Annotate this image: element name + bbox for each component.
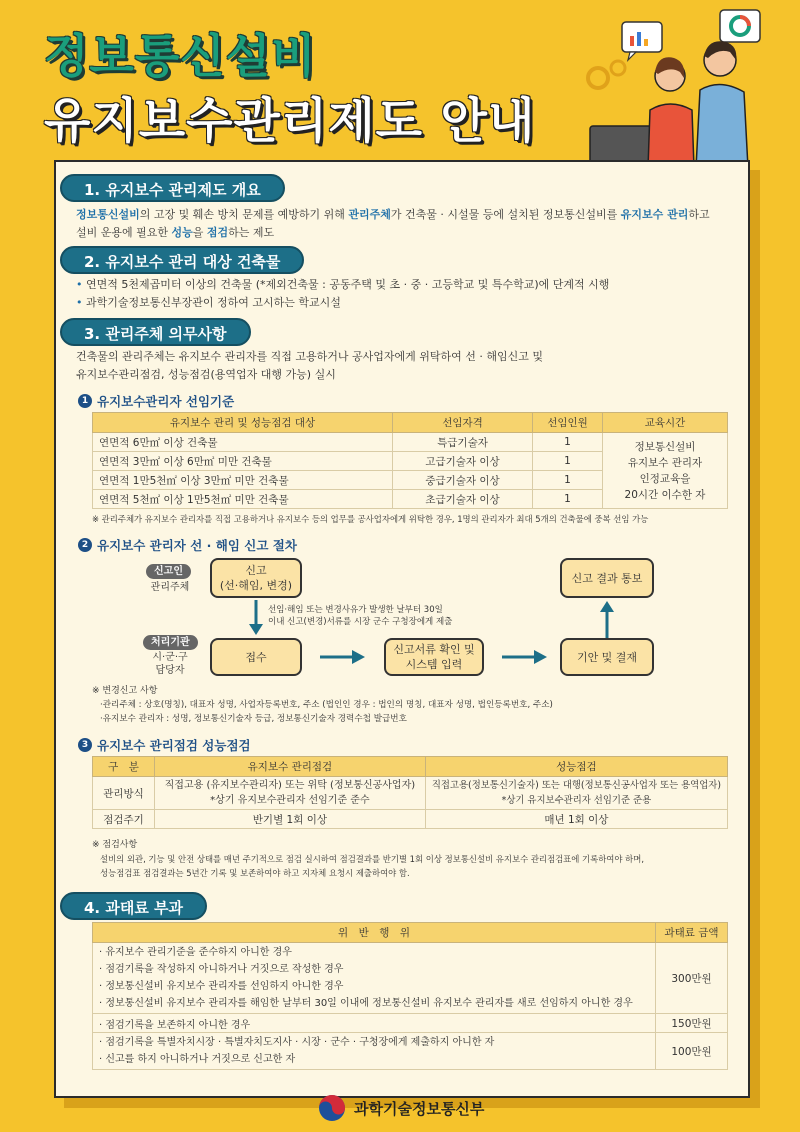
change-report-item-2: ·유지보수 관리자 : 성명, 정보통신기술자 등급, 정보통신기술자 경력수첩 발급번호: [100, 714, 407, 724]
inspection-table: [92, 756, 728, 829]
section-3-intro-2: 유지보수관리점검, 성능점검(용역업자 대행 가능) 실시: [76, 368, 336, 381]
table-header: 성능점검: [425, 757, 727, 777]
flow-step-approve: 기안 및 결재: [560, 638, 654, 676]
inspection-note-title: ※ 점검사항: [92, 840, 138, 850]
table-header: 유지보수 관리 및 성능점검 대상: [93, 413, 393, 433]
section-2-bullet-2: • 과학기술정보통신부장관이 정하여 고시하는 학교시설: [76, 294, 341, 312]
taegeuk-icon: [318, 1094, 346, 1122]
number-badge: 2: [78, 538, 92, 552]
table-header: 유지보수 관리점검: [154, 757, 425, 777]
deadline-note: 선임·해임 또는 변경사유가 발생한 날부터 30일 이내 신고(변경)서류를 시장 군수 구청장에게 제출: [268, 605, 453, 627]
section-4-heading: 4. 과태료 부과: [60, 892, 207, 920]
section-2-bullet-1: • 연면적 5천제곱미터 이상의 건축물 (*제외건축물 : 공동주택 및 초 · 중 · 고등학교 및 특수학교)에 단계적 시행: [76, 276, 609, 294]
table-header: 구 분: [93, 757, 155, 777]
flow-step-report: 신고 (선·해임, 변경): [210, 558, 302, 598]
table-row: 연면적 6만㎡ 이상 건축물 특급기술자 1 정보통신설비 유지보수 관리자 인정교육을 20시간 이수한 자: [93, 433, 728, 452]
inspection-note-2: 성능점검표 점검결과는 5년간 기록 및 보존하여야 하고 지자체 요청시 제출하여야 함.: [100, 868, 410, 878]
inspection-note-1: 설비의 외관, 기능 및 안전 상태를 매년 주기적으로 점검 실시하여 점검결과를 반기별 1회 이상 정보통신설비 유지보수 관리점검표에 기록하여야 하며,: [100, 854, 644, 864]
section-1-heading: 1. 유지보수 관리제도 개요: [60, 174, 285, 202]
section-1-body: 정보통신설비의 고장 및 훼손 방치 문제를 예방하기 위해 관리주체가 건축물 · 시설물 등에 설치된 정보통신설비를 유지보수 관리하고 설비 운용에 필요한 성능을 점검하는 제도: [76, 208, 710, 239]
agency-pill: 처리기관: [143, 635, 198, 650]
number-badge: 3: [78, 738, 92, 752]
section-2-heading: 2. 유지보수 관리 대상 건축물: [60, 246, 304, 274]
reporter-pill: 신고인: [146, 564, 191, 579]
table-header: 과태료 금액: [656, 923, 728, 943]
table-row: 연면적 5천㎡ 이상 1만5천㎡ 미만 건축물 초급기술자 이상 1: [93, 490, 728, 509]
table-row: 연면적 3만㎡ 이상 6만㎡ 미만 건축물 고급기술자 이상 1: [93, 452, 728, 471]
selection-note: ※ 관리주체가 유지보수 관리자를 직접 고용하거나 유지보수 등의 업무를 공사업자에게 위탁한 경우, 1명의 관리자가 최대 5개의 건축물에 중복 선임 가능: [92, 514, 649, 524]
table-header: 위 반 행 위: [93, 923, 656, 943]
table-row: · 유지보수 관리기준을 준수하지 아니한 경우 · 점검기록을 작성하지 아니하거나 거짓으로 작성한 경우 · 정보통신설비 유지보수 관리자를 선임하지 아니한 경우 · 정보통신설비 유지보수 관리자를 해임한 날부터 30일 이내에 정보통신설비 유지보수 관리자를 새로 선임하지 아니한 경우 300만원: [93, 943, 728, 1014]
number-badge: 1: [78, 394, 92, 408]
title-line-2: 유지보수관리제도 안내: [44, 93, 536, 149]
reporter-label: 관리주체: [150, 582, 190, 593]
arrow-right-icon: [502, 650, 548, 664]
table-row: 관리방식 직접고용 (유지보수관리자) 또는 위탁 (정보통신공사업자) *상기 유지보수관리자 선임기준 준수 직접고용(정보통신기술자) 또는 대행(정보통신공사업자 또는 용역업자) *상기 유지보수관리자 선임기준 준용: [93, 777, 728, 810]
table-header: 선임인원: [533, 413, 603, 433]
subsection-2-heading: 2 유지보수 관리자 선 · 해임 신고 절차: [78, 536, 297, 554]
table-header: 선임자격: [393, 413, 533, 433]
flow-step-receive: 접수: [210, 638, 302, 676]
arrow-down-icon: [248, 600, 264, 636]
subsection-3-heading: 3 유지보수 관리점검 성능점검: [78, 736, 251, 754]
arrow-right-icon: [320, 650, 366, 664]
arrow-up-icon: [599, 600, 615, 638]
ministry-name: 과학기술정보통신부: [354, 1099, 485, 1118]
flow-step-confirm: 신고서류 확인 및 시스템 입력: [384, 638, 484, 676]
agency-label: 시·군·구 담당자: [152, 652, 188, 676]
table-row: 연면적 1만5천㎡ 이상 3만㎡ 미만 건축물 중급기술자 이상 1: [93, 471, 728, 490]
selection-criteria-table: [92, 412, 728, 509]
change-report-title: ※ 변경신고 사항: [92, 686, 158, 696]
table-row: · 점검기록을 특별자치시장 · 특별자치도지사 · 시장 · 군수 · 구청장에게 제출하지 아니한 자 · 신고를 하지 아니하거나 거짓으로 신고한 자 100만원: [93, 1033, 728, 1070]
change-report-item-1: ·관리주체 : 상호(명칭), 대표자 성명, 사업자등록번호, 주소 (법인인 경우 : 법인의 명칭, 대표자 성명, 법인등록번호, 주소): [100, 700, 553, 710]
table-row: · 점검기록을 보존하지 아니한 경우 150만원: [93, 1014, 728, 1033]
subsection-1-heading: 1 유지보수관리자 선임기준: [78, 392, 234, 410]
section-3-intro-1: 건축물의 관리주체는 유지보수 관리자를 직접 고용하거나 공사업자에게 위탁하여 선 · 해임신고 및: [76, 350, 543, 363]
title-line-1: 정보통신설비: [44, 29, 317, 83]
fine-table: [92, 922, 728, 1070]
table-row: 점검주기 반기별 1회 이상 매년 1회 이상: [93, 810, 728, 829]
table-header: 교육시간: [603, 413, 728, 433]
flow-step-notify: 신고 결과 통보: [560, 558, 654, 598]
education-cell: 정보통신설비 유지보수 관리자 인정교육을 20시간 이수한 자: [603, 433, 728, 509]
office-workers-illustration: [570, 8, 780, 168]
section-3-heading: 3. 관리주체 의무사항: [60, 318, 251, 346]
ministry-logo: [318, 1094, 484, 1122]
